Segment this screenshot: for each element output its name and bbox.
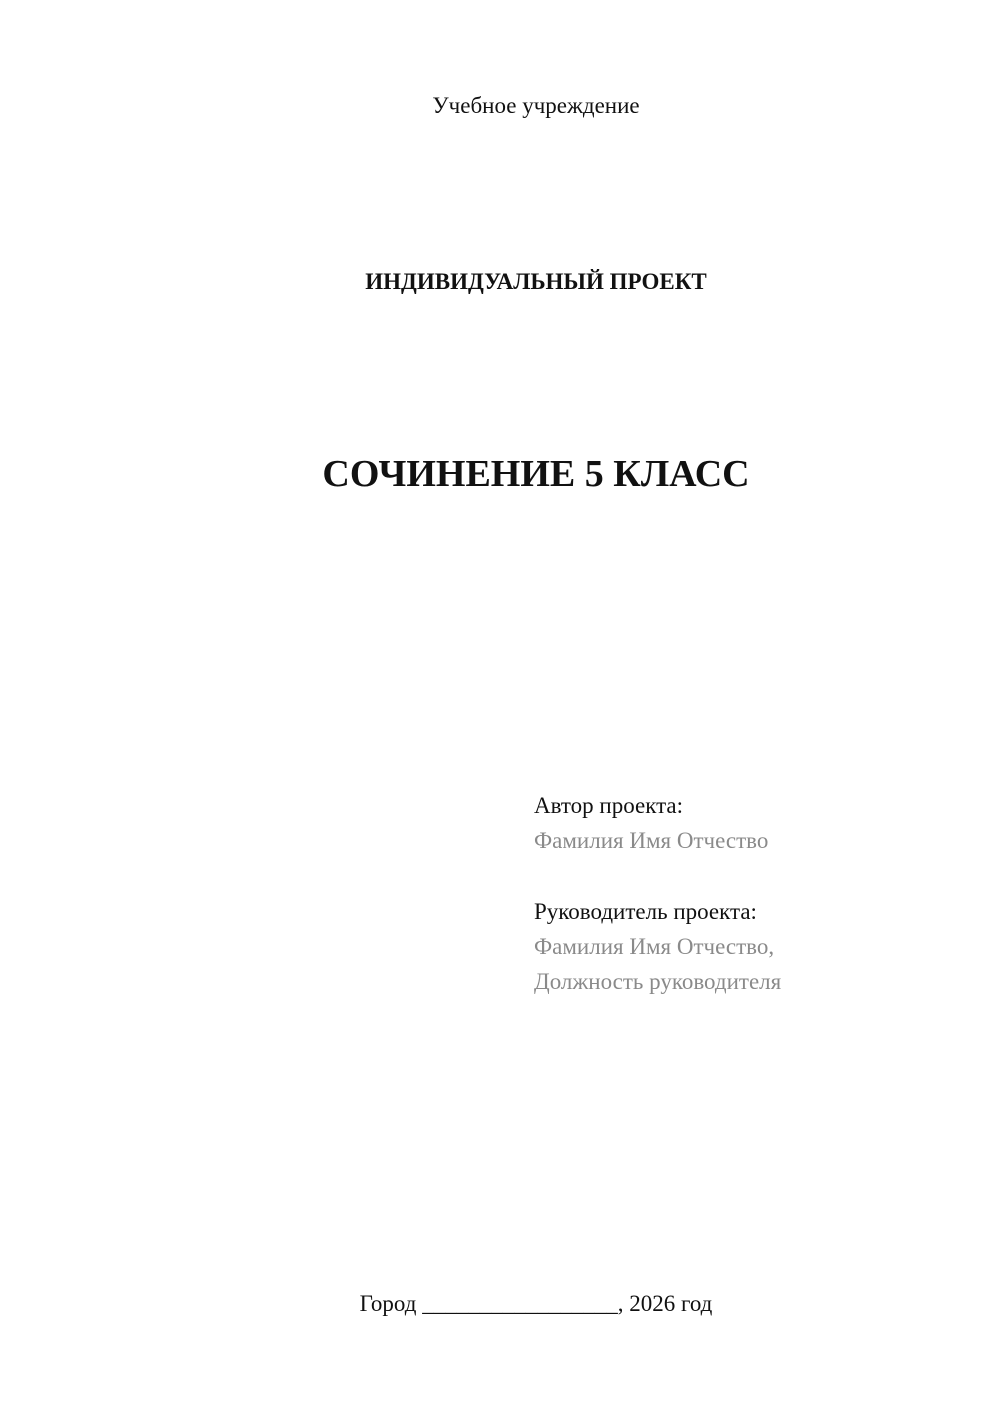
city-year-line: Город _________________, 2026 год	[359, 1291, 713, 1316]
institution-name: Учебное учреждение	[432, 93, 640, 118]
author-name: Фамилия Имя Отчество	[534, 828, 769, 853]
spacer	[534, 858, 974, 894]
project-type-heading: ИНДИВИДУАЛЬНЫЙ ПРОЕКТ	[365, 269, 707, 294]
project-title: СОЧИНЕНИЕ 5 КЛАСС	[322, 453, 750, 495]
supervisor-name: Фамилия Имя Отчество,	[534, 934, 775, 959]
supervisor-position: Должность руководителя	[534, 969, 782, 994]
supervisor-label: Руководитель проекта:	[534, 899, 757, 924]
author-label: Автор проекта:	[534, 793, 683, 818]
project-info-block	[534, 788, 974, 999]
